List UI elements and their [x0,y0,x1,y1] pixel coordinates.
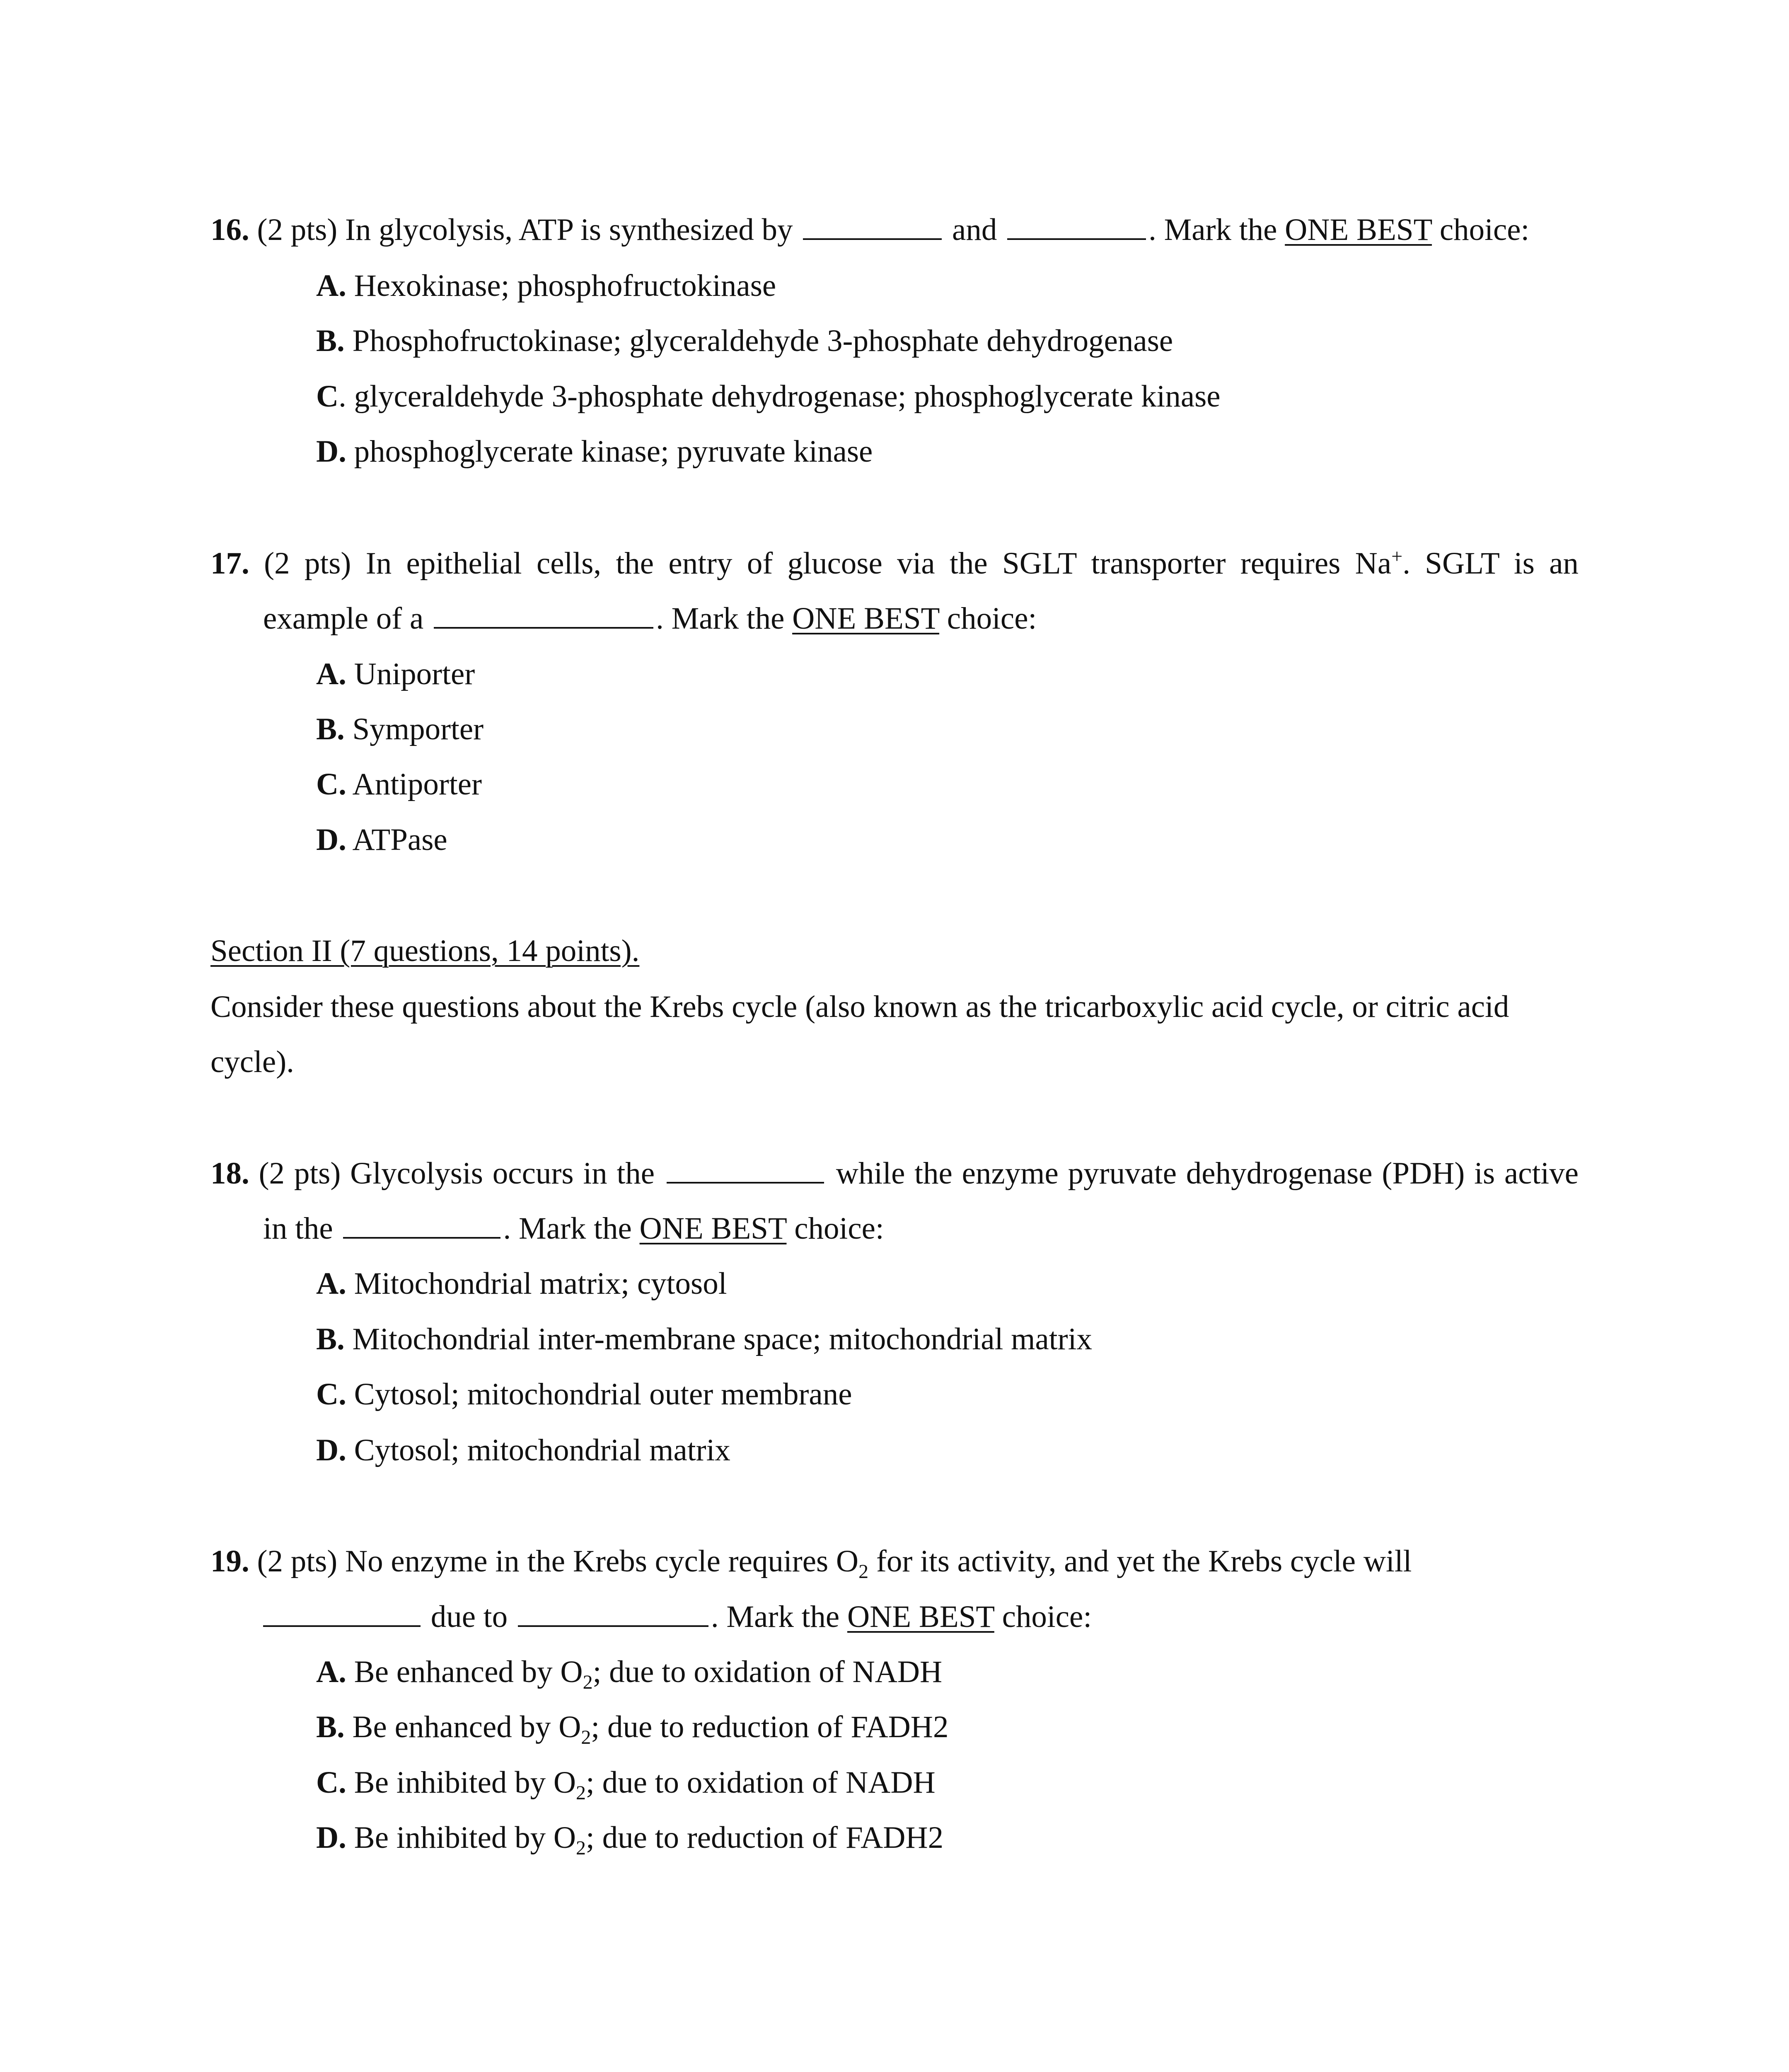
q17-sodium-charge: + [1391,545,1403,567]
q16-option-c-text: . glyceraldehyde 3-phosphate dehydrogenase; phosphoglycerate kinase [338,379,1221,414]
q17-option-a-letter: A. [316,657,346,691]
section-intro-text-2: cycle). [210,1045,294,1079]
q16-choice: choice: [1439,213,1530,247]
q17-number: 17. [210,546,249,581]
q19-number: 19. [210,1544,249,1578]
q17-option-d [316,819,447,861]
q19-option-c-sub: 2 [576,1782,586,1804]
q18-option-c-text: Cytosol; mitochondrial outer membrane [354,1377,852,1411]
q19-option-b [316,1706,948,1748]
q17-option-b-text: Symporter [352,712,484,746]
q18-one-best: ONE BEST [639,1211,787,1246]
q19-option-a-pre: Be enhanced by O [354,1655,583,1689]
q19-option-b-post: ; due to reduction of FADH2 [591,1710,949,1744]
q17-option-a-text: Uniporter [354,657,475,691]
q19-stem-text: No enzyme in the Krebs cycle requires O [345,1544,859,1578]
section-intro [210,986,1509,1028]
q19-option-b-letter: B. [316,1710,345,1744]
q16-option-c [316,376,1221,417]
q17-option-c-letter: C. [316,767,346,801]
q18-blank-2 [343,1211,500,1239]
q18-option-c [316,1374,852,1415]
q16-and: and [952,213,997,247]
q16-option-a-letter: A. [316,269,346,303]
q18-points: (2 pts) [259,1156,341,1191]
q17-stem-text-3: example of a [263,601,424,636]
q16-number: 16. [210,213,249,247]
q19-option-c-letter: C. [316,1765,346,1800]
q16-blank-1 [803,213,942,240]
q19-option-d-post: ; due to reduction of FADH2 [586,1820,944,1855]
section-intro-line-2 [210,1041,294,1083]
q17-option-c [316,764,482,805]
q19-due-to: due to [430,1600,508,1634]
q19-stem-line-2 [263,1596,1092,1638]
q18-option-a-text: Mitochondrial matrix; cytosol [354,1266,727,1301]
section-heading-text: Section II (7 questions, 14 points). [210,934,640,968]
q16-option-a-text: Hexokinase; phosphofructokinase [354,269,776,303]
q19-one-best: ONE BEST [847,1600,994,1634]
q19-option-a [316,1651,942,1693]
q18-option-a [316,1263,727,1305]
q16-one-best: ONE BEST [1285,213,1432,247]
q17-option-d-text: ATPase [352,823,447,857]
q19-option-d [316,1817,943,1859]
q19-option-b-sub: 2 [581,1726,591,1748]
q19-option-b-pre: Be enhanced by O [352,1710,581,1744]
q18-option-a-letter: A. [316,1266,346,1301]
q16-option-b [316,320,1173,362]
q19-mark: . Mark the [711,1600,840,1634]
q18-option-d [316,1430,730,1471]
q19-option-c-post: ; due to oxidation of NADH [586,1765,936,1800]
q17-option-b [316,709,484,750]
q18-option-d-letter: D. [316,1433,346,1467]
q19-choice: choice: [1002,1600,1092,1634]
q19-option-c-pre: Be inhibited by O [354,1765,576,1800]
q19-option-d-sub: 2 [576,1837,586,1859]
q18-mark: . Mark the [503,1211,632,1246]
q19-blank-1 [263,1600,421,1627]
q18-choice: choice: [794,1211,884,1246]
q19-o2-subscript: 2 [858,1561,869,1583]
q17-option-c-text: Antiporter [352,767,482,801]
q18-stem-text-2: while the enzyme pyruvate dehydrogenase (PDH) is active [836,1156,1579,1191]
q19-option-d-letter: D. [316,1820,346,1855]
q18-stem-text-3: in the [263,1211,333,1246]
q17-stem-line-2 [263,598,1037,639]
q19-option-d-pre: Be inhibited by O [354,1820,576,1855]
q16-option-d-text: phosphoglycerate kinase; pyruvate kinase [354,434,873,469]
q18-blank-1 [667,1156,824,1184]
q19-stem [210,1541,1412,1582]
q18-number: 18. [210,1156,249,1191]
q18-option-b-text: Mitochondrial inter-membrane space; mitochondrial matrix [352,1322,1092,1356]
q17-choice: choice: [947,601,1037,636]
q16-option-b-text: Phosphofructokinase; glyceraldehyde 3-phosphate dehydrogenase [352,324,1173,358]
q17-option-a [316,654,475,695]
q16-stem [210,209,1529,251]
q19-option-a-post: ; due to oxidation of NADH [592,1655,943,1689]
q18-option-b [316,1319,1092,1360]
q17-blank [434,601,653,629]
q17-one-best: ONE BEST [792,601,940,636]
q17-mark: . Mark the [656,601,785,636]
q16-points: (2 pts) [257,213,338,247]
q16-stem-text: In glycolysis, ATP is synthesized by [345,213,793,247]
q16-blank-2 [1007,213,1146,240]
q19-points: (2 pts) [257,1544,338,1578]
section-heading [210,930,639,972]
q18-option-d-text: Cytosol; mitochondrial matrix [354,1433,730,1467]
q19-option-a-letter: A. [316,1655,346,1689]
q19-option-a-sub: 2 [583,1671,593,1693]
q17-stem [210,543,1579,584]
q19-stem-text-2: for its activity, and yet the Krebs cycle will [876,1544,1412,1578]
q17-option-b-letter: B. [316,712,345,746]
q16-option-c-letter: C [316,379,339,414]
q16-option-a [316,265,776,307]
q17-option-d-letter: D. [316,823,346,857]
q18-stem-text: Glycolysis occurs in the [350,1156,655,1191]
q18-stem-line-2 [263,1208,884,1249]
q16-option-b-letter: B. [316,324,345,358]
q17-stem-text: In epithelial cells, the entry of glucose via the SGLT transporter requires Na [365,546,1392,581]
q19-blank-2 [518,1600,708,1627]
q18-option-b-letter: B. [316,1322,345,1356]
q17-stem-text-2: . SGLT is an [1402,546,1579,581]
q16-option-d-letter: D. [316,434,346,469]
q18-stem [210,1153,1579,1194]
q17-points: (2 pts) [264,546,351,581]
q18-option-c-letter: C. [316,1377,346,1411]
section-intro-text: Consider these questions about the Krebs cycle (also known as the tricarboxylic acid cycle, or citric acid [210,990,1509,1024]
q19-option-c [316,1762,936,1803]
q16-mark: . Mark the [1148,213,1277,247]
q16-option-d [316,431,873,472]
